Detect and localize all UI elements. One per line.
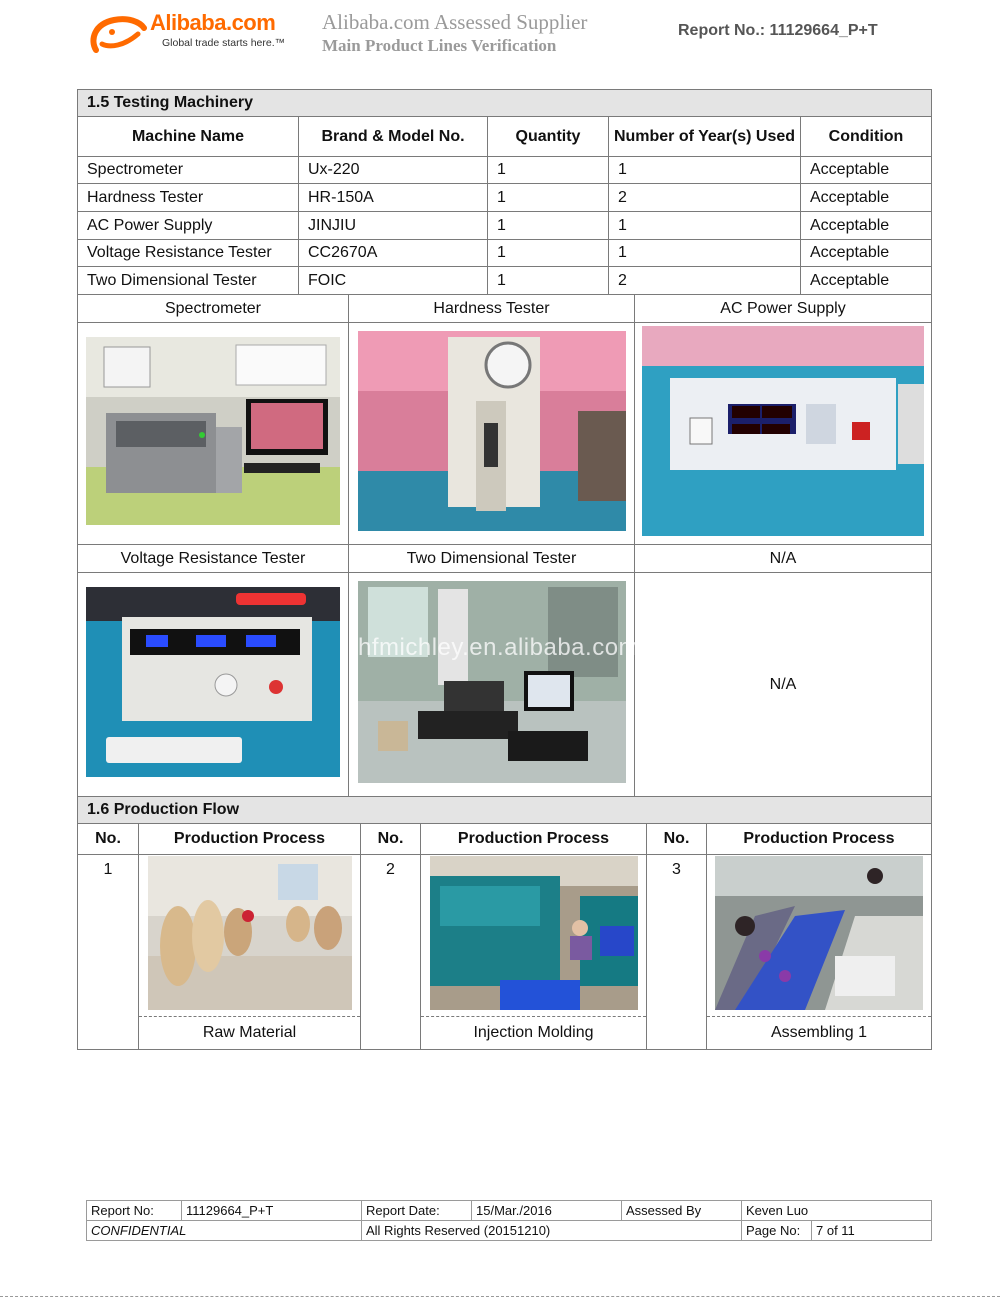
brand-model: Ux-220 [299,157,488,184]
footer-rights: All Rights Reserved (20151210) [362,1221,742,1241]
footer-report-date-label: Report Date: [362,1201,472,1221]
header-title: Alibaba.com Assessed Supplier [322,10,588,34]
photo-caption: Hardness Tester [349,295,635,323]
table-row [78,157,932,184]
photo-caption: AC Power Supply [635,295,932,323]
years-used: 1 [609,157,801,184]
section-title-production-flow: 1.6 Production Flow [78,797,932,824]
col-years-used: Number of Year(s) Used [609,117,801,157]
voltage-resistance-tester-photo [86,587,340,777]
injection-molding-photo [430,856,638,1010]
watermark: hfmichley.en.alibaba.com [358,634,640,661]
na-placeholder: N/A [635,573,932,797]
brand-model: JINJIU [299,212,488,240]
assembling-photo [715,856,923,1010]
footer-report-no-label: Report No: [87,1201,182,1221]
footer-page-number: 7 of 11 [812,1221,932,1241]
step-number: 2 [361,855,421,1050]
production-flow-table [77,796,932,1050]
machine-name: Spectrometer [78,157,299,184]
col-production-process: Production Process [139,824,361,855]
logo-wordmark: Alibaba.com [150,10,276,35]
photo-caption: Spectrometer [78,295,349,323]
alibaba-smile-icon [88,10,150,60]
brand-model: FOIC [299,267,488,295]
machine-name: Two Dimensional Tester [78,267,299,295]
spectrometer-photo [86,337,340,525]
header-report-number: Report No.: 11129664_P+T [678,22,878,39]
table-row [78,212,932,240]
logo-tagline: Global trade starts here.™ [162,37,286,49]
process-label: Raw Material [139,1017,361,1050]
years-used: 1 [609,240,801,267]
condition: Acceptable [801,240,932,267]
machine-name: AC Power Supply [78,212,299,240]
two-dimensional-tester-photo [358,581,626,783]
years-used: 2 [609,184,801,212]
condition: Acceptable [801,267,932,295]
table-row [78,240,932,267]
photo-caption: Voltage Resistance Tester [78,545,349,573]
quantity: 1 [488,240,609,267]
alibaba-logo [88,10,298,60]
photo-caption: N/A [635,545,932,573]
col-production-process: Production Process [421,824,647,855]
footer-assessed-by: Keven Luo [742,1201,932,1221]
footer-report-no: 11129664_P+T [182,1201,362,1221]
brand-model: CC2670A [299,240,488,267]
table-row [78,184,932,212]
footer-page-label: Page No: [742,1221,812,1241]
machine-name: Hardness Tester [78,184,299,212]
section-title-testing-machinery: 1.5 Testing Machinery [78,90,932,117]
years-used: 1 [609,212,801,240]
machine-name: Voltage Resistance Tester [78,240,299,267]
footer-report-date: 15/Mar./2016 [472,1201,622,1221]
col-condition: Condition [801,117,932,157]
condition: Acceptable [801,212,932,240]
page-bottom-divider [0,1296,1000,1297]
col-no: No. [361,824,421,855]
quantity: 1 [488,184,609,212]
footer-assessed-by-label: Assessed By [622,1201,742,1221]
col-production-process: Production Process [707,824,932,855]
step-number: 3 [647,855,707,1050]
years-used: 2 [609,267,801,295]
table-row [78,267,932,295]
quantity: 1 [488,267,609,295]
quantity: 1 [488,212,609,240]
step-number: 1 [78,855,139,1050]
testing-machinery-table [77,89,932,797]
col-quantity: Quantity [488,117,609,157]
process-label: Assembling 1 [707,1017,932,1050]
condition: Acceptable [801,184,932,212]
col-brand-model: Brand & Model No. [299,117,488,157]
ac-power-supply-photo [642,326,924,536]
col-machine-name: Machine Name [78,117,299,157]
col-no: No. [78,824,139,855]
footer-confidential: CONFIDENTIAL [87,1221,362,1241]
col-no: No. [647,824,707,855]
photo-caption: Two Dimensional Tester [349,545,635,573]
raw-material-photo [148,856,352,1010]
header-subtitle: Main Product Lines Verification [322,36,557,55]
quantity: 1 [488,157,609,184]
brand-model: HR-150A [299,184,488,212]
page-footer [86,1200,932,1241]
condition: Acceptable [801,157,932,184]
hardness-tester-photo [358,331,626,531]
process-label: Injection Molding [421,1017,647,1050]
